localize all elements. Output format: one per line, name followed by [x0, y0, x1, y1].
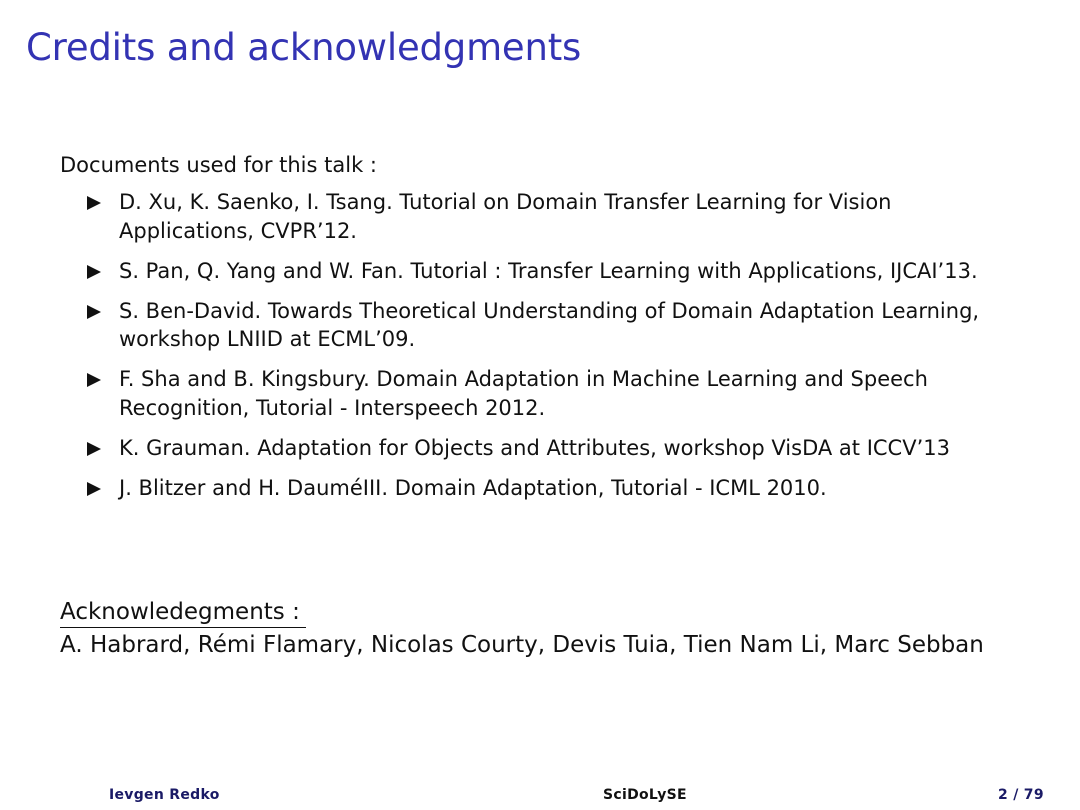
reference-line: workshop LNIID at ECML’09. — [119, 327, 416, 351]
reference-line: Recognition, Tutorial - Interspeech 2012. — [119, 395, 546, 420]
reference-item — [0, 434, 1080, 463]
reference-item — [0, 474, 1080, 503]
slide-title: Credits and acknowledgments — [26, 26, 582, 69]
triangle-bullet-icon — [87, 373, 101, 387]
triangle-bullet-icon — [87, 442, 101, 456]
triangle-bullet-icon — [87, 482, 101, 496]
triangle-bullet-icon — [87, 196, 101, 210]
triangle-bullet-icon — [87, 305, 101, 319]
acknowledgments-heading: Acknowledegments : — [60, 598, 306, 628]
reference-item — [0, 365, 1080, 422]
footer-author: Ievgen Redko — [109, 787, 220, 803]
reference-item — [0, 257, 1080, 286]
footer-event: SciDoLySE — [603, 787, 687, 803]
reference-list — [0, 188, 1080, 514]
reference-line: D. Xu, K. Saenko, I. Tsang. Tutorial on Domain Transfer Learning for Vision — [119, 190, 892, 214]
reference-line: Applications, CVPR’12. — [119, 218, 357, 243]
documents-intro: Documents used for this talk : — [60, 153, 377, 177]
reference-line: S. Pan, Q. Yang and W. Fan. Tutorial : Transfer Learning with Applications, IJCAI’13. — [119, 258, 978, 283]
reference-line: S. Ben-David. Towards Theoretical Understanding of Domain Adaptation Learning, — [119, 298, 980, 323]
reference-item — [0, 188, 1080, 245]
footer-page-number: 2 / 79 — [998, 787, 1044, 803]
reference-item — [0, 297, 1080, 354]
reference-line: J. Blitzer and H. DauméIII. Domain Adaptation, Tutorial - ICML 2010. — [119, 475, 827, 500]
reference-line: F. Sha and B. Kingsbury. Domain Adaptation in Machine Learning and Speech — [119, 367, 928, 391]
acknowledgments-names: A. Habrard, Rémi Flamary, Nicolas Courty, Devis Tuia, Tien Nam Li, Marc Sebban — [60, 632, 984, 658]
triangle-bullet-icon — [87, 265, 101, 279]
reference-line: K. Grauman. Adaptation for Objects and Attributes, workshop VisDA at ICCV’13 — [119, 435, 950, 460]
